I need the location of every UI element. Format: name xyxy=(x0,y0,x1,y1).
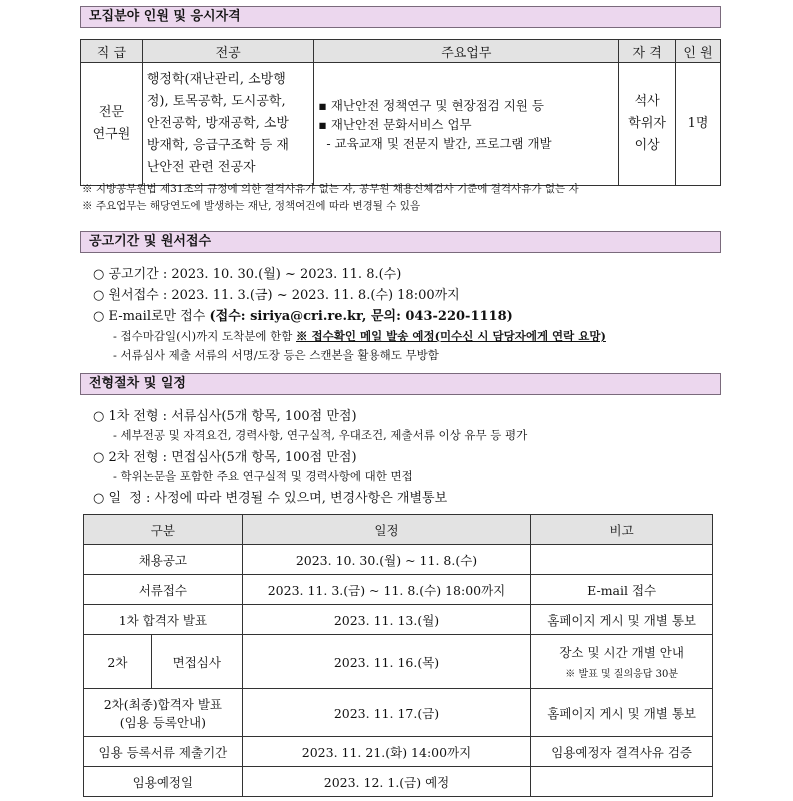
header-qualification: 자 격 xyxy=(619,40,676,63)
row-label: 1차 합격자 발표 xyxy=(84,605,243,635)
row-remark xyxy=(531,767,713,797)
duty-line: - 교육교재 및 전문지 발간, 프로그램 개발 xyxy=(318,135,552,151)
row-label: 서류접수 xyxy=(84,575,243,605)
schedule-table xyxy=(83,514,713,797)
duty-line: ▪ 재난안전 정책연구 및 현장점검 지원 등 xyxy=(318,97,544,113)
row-stage: 2차 xyxy=(84,635,152,689)
label-line: (임용 등록안내) xyxy=(119,714,206,730)
section-header-period: 공고기간 및 원서접수 xyxy=(80,231,721,253)
table-row xyxy=(84,545,713,575)
row-date: 2023. 11. 3.(금) ~ 11. 8.(수) 18:00까지 xyxy=(242,575,531,605)
row-date: 2023. 10. 30.(월) ~ 11. 8.(수) xyxy=(242,545,531,575)
application-line: ○ 원서접수 : 2023. 11. 3.(금) ~ 2023. 11. 8.(수) 18:00까지 xyxy=(93,288,460,303)
table-row xyxy=(84,635,713,689)
row-date: 2023. 11. 16.(목) xyxy=(242,635,531,689)
period-line: ○ 공고기간 : 2023. 10. 30.(월) ~ 2023. 11. 8.(수) xyxy=(93,267,402,282)
major-line: 행정학(재난관리, 소방행 xyxy=(146,72,286,87)
note-duty-change: ※ 주요업무는 해당연도에 발생하는 재난, 정책여건에 따라 변경될 수 있음 xyxy=(82,200,421,212)
header-remark: 비고 xyxy=(531,515,713,545)
row-label: 면접심사 xyxy=(151,635,242,689)
qual-line: 이상 xyxy=(634,138,660,153)
header-duty: 주요업무 xyxy=(314,40,619,63)
row-remark: 홈페이지 게시 및 개별 통보 xyxy=(531,605,713,635)
position-table-header xyxy=(81,40,721,63)
email-line-prefix: ○ E-mail로만 접수 xyxy=(93,309,210,324)
label-line: 2차(최종)합격자 발표 xyxy=(103,696,222,712)
schedule-note-line: ○ 일 정 : 사정에 따라 변경될 수 있으며, 변경사항은 개별통보 xyxy=(93,491,448,506)
header-major: 전공 xyxy=(142,40,314,63)
row-date: 2023. 11. 17.(금) xyxy=(242,689,531,737)
major-line: 방재학, 응급구조학 등 재 xyxy=(146,138,289,153)
header-date: 일정 xyxy=(242,515,531,545)
section-header-process: 전형절차 및 일정 xyxy=(80,373,721,395)
major-line: 안전공학, 방재공학, 소방 xyxy=(146,116,289,131)
row-date: 2023. 12. 1.(금) 예정 xyxy=(242,767,531,797)
scan-note: - 서류심사 제출 서류의 서명/도장 등은 스캔본을 활용해도 무방함 xyxy=(113,348,439,362)
rank-line: 연구원 xyxy=(92,127,131,142)
table-row xyxy=(84,737,713,767)
qual-line: 석사 xyxy=(634,94,660,109)
position-row xyxy=(81,63,721,186)
row-remark: E-mail 접수 xyxy=(531,575,713,605)
qualification-cell xyxy=(619,63,676,186)
stage2-line: ○ 2차 전형 : 면접심사(5개 항목, 100점 만점) xyxy=(93,450,357,465)
row-label: 채용공고 xyxy=(84,545,243,575)
qual-line: 학위자 xyxy=(628,116,666,131)
count-cell: 1명 xyxy=(676,63,721,186)
stage2-detail: - 학위논문을 포함한 주요 연구실적 및 경력사항에 대한 면접 xyxy=(113,469,413,483)
header-count: 인 원 xyxy=(676,40,721,63)
row-label: 임용 등록서류 제출기간 xyxy=(84,737,243,767)
stage1-detail: - 세부전공 및 자격요건, 경력사항, 연구실적, 우대조건, 제출서류 이상 유무 등 평가 xyxy=(113,428,528,442)
major-line: 정), 토목공학, 도시공학, xyxy=(146,94,286,109)
duty-cell xyxy=(314,63,619,186)
table-row xyxy=(84,689,713,737)
contact-info: (접수: siriya@cri.re.kr, 문의: 043-220-1118) xyxy=(209,309,513,324)
duty-line: ▪ 재난안전 문화서비스 업무 xyxy=(318,116,472,132)
stage1-line: ○ 1차 전형 : 서류심사(5개 항목, 100점 만점) xyxy=(93,409,357,424)
row-label xyxy=(84,689,243,737)
deadline-note xyxy=(113,328,606,344)
table-row xyxy=(84,767,713,797)
header-category: 구분 xyxy=(84,515,243,545)
row-date: 2023. 11. 21.(화) 14:00까지 xyxy=(242,737,531,767)
section-header-recruit: 모집분야 인원 및 응시자격 xyxy=(80,6,721,28)
deadline-note-prefix: - 접수마감일(시)까지 도착분에 한함 xyxy=(113,329,297,343)
position-table xyxy=(80,39,721,186)
row-label: 임용예정일 xyxy=(84,767,243,797)
table-row xyxy=(84,605,713,635)
major-cell xyxy=(142,63,314,186)
note-disqualification: ※ 지방공무원법 제31조의 규정에 의한 결격사유가 없는 자, 공무원 채용신체검사 기준에 결격사유가 없는 자 xyxy=(82,183,579,195)
major-line: 난안전 관련 전공자 xyxy=(146,160,256,175)
remark-small: ※ 발표 및 질의응답 30분 xyxy=(565,669,678,680)
table-row xyxy=(84,575,713,605)
rank-line: 전문 xyxy=(98,105,124,120)
header-rank: 직 급 xyxy=(81,40,143,63)
rank-cell xyxy=(81,63,143,186)
row-remark: 홈페이지 게시 및 개별 통보 xyxy=(531,689,713,737)
remark-line: 장소 및 시간 개별 안내 xyxy=(559,645,684,660)
confirmation-mail-note: ※ 접수확인 메일 발송 예정(미수신 시 담당자에게 연락 요망) xyxy=(296,329,606,343)
row-remark xyxy=(531,545,713,575)
schedule-header xyxy=(84,515,713,545)
row-remark: 임용예정자 결격사유 검증 xyxy=(531,737,713,767)
row-remark xyxy=(531,635,713,689)
row-date: 2023. 11. 13.(월) xyxy=(242,605,531,635)
email-line xyxy=(93,305,513,324)
